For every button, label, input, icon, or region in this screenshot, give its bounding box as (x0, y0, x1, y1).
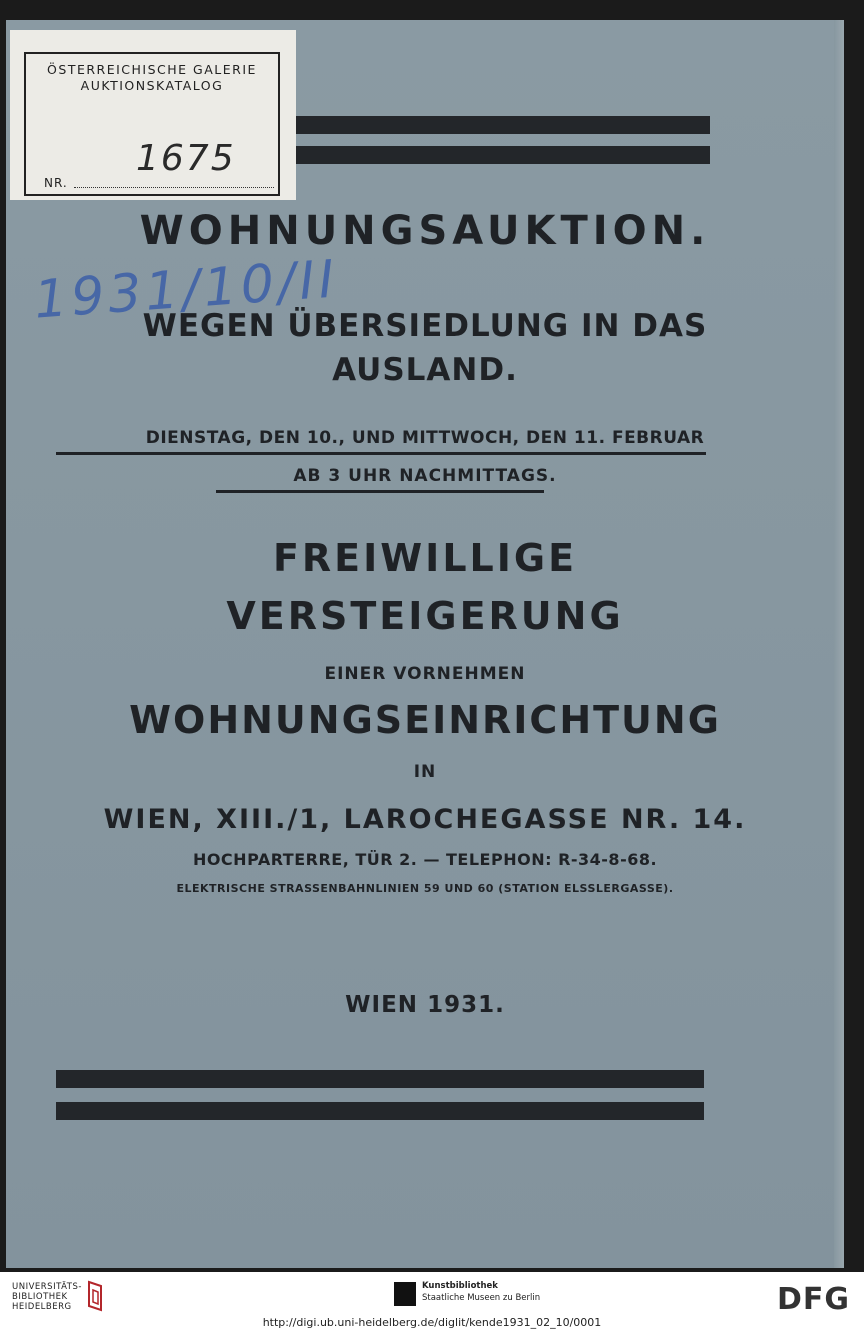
heidelberg-logo-line: BIBLIOTHEK (12, 1292, 68, 1302)
dfg-logo[interactable]: DFG (776, 1282, 850, 1317)
auction-address: WIEN, XIII./1, LAROCHEGASSE NR. 14. (103, 804, 747, 835)
heidelberg-logo-line: HEIDELBERG (12, 1302, 72, 1312)
place-and-year: WIEN 1931. (345, 992, 505, 1018)
bottom-rule-2 (56, 1102, 704, 1120)
heidelberg-logo-line: UNIVERSITÄTS- (12, 1282, 82, 1292)
dates-underline (56, 452, 706, 455)
floor-and-phone: HOCHPARTERRE, TÜR 2. — TELEPHON: R-34-8-68. (192, 850, 658, 869)
word-in: IN (413, 762, 437, 782)
permalink-url[interactable]: http://digi.ub.uni-heidelberg.de/diglit/kende1931_02_10/0001 (262, 1316, 602, 1329)
auction-dates: DIENSTAG, DEN 10., UND MITTWOCH, DEN 11. FEBRUAR (145, 428, 705, 448)
pencil-annotation: 1931/10/II (32, 249, 340, 331)
kb-institution: Staatliche Museen zu Berlin (422, 1293, 541, 1303)
top-rule-1 (296, 116, 710, 134)
tram-lines: ELEKTRISCHE STRASSENBAHNLINIEN 59 UND 60 (STATION ELSSLERGASSE). (176, 882, 674, 895)
label-handwritten-number: 1675 (136, 138, 236, 179)
kunstbibliothek-logo-icon[interactable] (394, 1282, 416, 1306)
heading-freiwillige: FREIWILLIGE (272, 536, 578, 580)
auction-time: AB 3 UHR NACHMITTAGS. (293, 466, 557, 486)
top-rule-2 (296, 146, 710, 164)
label-gallery-name: ÖSTERREICHISCHE GALERIE (47, 62, 257, 77)
heidelberg-library-logo[interactable] (12, 1282, 82, 1312)
digitization-footer (0, 1272, 864, 1332)
bottom-rule-1 (56, 1070, 704, 1088)
catalog-label-frame (24, 52, 280, 196)
cover-reason-line2: AUSLAND. (332, 352, 518, 388)
heading-wohnungseinrichtung: WOHNUNGSEINRICHTUNG (129, 698, 721, 742)
kunstbibliothek-label (422, 1280, 540, 1304)
label-dotted-line (74, 187, 274, 188)
kb-name: Kunstbibliothek (422, 1281, 498, 1291)
cover-reason-line1: WEGEN ÜBERSIEDLUNG IN DAS (142, 308, 708, 344)
catalog-label-card (10, 30, 296, 200)
sub-einer-vornehmen: EINER VORNEHMEN (324, 664, 526, 684)
heidelberg-emblem-icon (86, 1280, 104, 1312)
catalog-cover (6, 20, 844, 1268)
time-underline (216, 490, 544, 493)
cover-title: WOHNUNGSAUKTION. (139, 208, 711, 254)
label-catalog-type: AUKTIONSKATALOG (80, 78, 224, 93)
heading-versteigerung: VERSTEIGERUNG (226, 594, 624, 638)
label-nr-caption: NR. (44, 176, 68, 190)
